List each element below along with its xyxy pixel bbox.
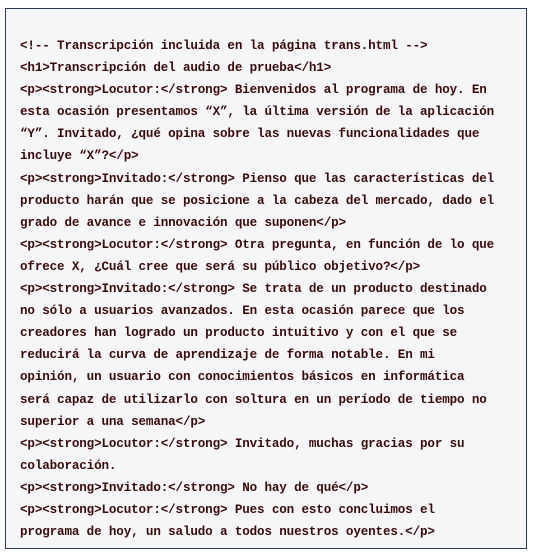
code-line: superior a una semana</p>	[20, 414, 206, 429]
code-line: <p><strong>Invitado:</strong> Pienso que las características del	[20, 171, 495, 186]
code-line: <p><strong>Locutor:</strong> Pues con esto concluimos el	[20, 502, 435, 517]
code-line: será capaz de utilizarlo con soltura en un período de tiempo no	[20, 392, 487, 407]
code-line: incluye “X”?</p>	[20, 149, 139, 164]
code-line: grado de avance e innovación que suponen</p>	[20, 215, 346, 230]
code-line: <p><strong>Locutor:</strong> Otra pregunta, en función de lo que	[20, 237, 495, 252]
code-line: <p><strong>Invitado:</strong> Se trata de un producto destinado	[20, 282, 487, 297]
code-line: ofrece X, ¿Cuál cree que será su público objetivo?</p>	[20, 259, 421, 274]
code-listing	[5, 8, 527, 549]
code-line: creadores han logrado un producto intuitivo y con el que se	[20, 326, 458, 341]
code-line: <p><strong>Invitado:</strong> No hay de qué</p>	[20, 480, 369, 495]
code-line: no sólo a usuarios avanzados. En esta ocasión parece que los	[20, 304, 465, 319]
code-line: producto harán que se posicione a la cabeza del mercado, dado el	[20, 193, 495, 208]
code-line: “Y”. Invitado, ¿qué opina sobre las nuevas funcionalidades que	[20, 127, 480, 142]
code-line: <p><strong>Locutor:</strong> Invitado, muchas gracias por su	[20, 436, 465, 451]
code-line: colaboración.	[20, 458, 117, 473]
code-line: opinión, un usuario con conocimientos básicos en informática	[20, 370, 465, 385]
code-line: esta ocasión presentamos “X”, la última versión de la aplicación	[20, 105, 495, 120]
code-line-comment: <!-- Transcripción incluida en la página trans.html -->	[20, 39, 428, 53]
code-line-heading: <h1>Transcripción del audio de prueba</h1>	[20, 61, 332, 76]
code-line: <p><strong>Locutor:</strong> Bienvenidos al programa de hoy. En	[20, 83, 487, 98]
code-line: reducirá la curva de aprendizaje de forma notable. En mi	[20, 348, 435, 363]
code-line: programa de hoy, un saludo a todos nuestros oyentes.</p>	[20, 525, 435, 540]
